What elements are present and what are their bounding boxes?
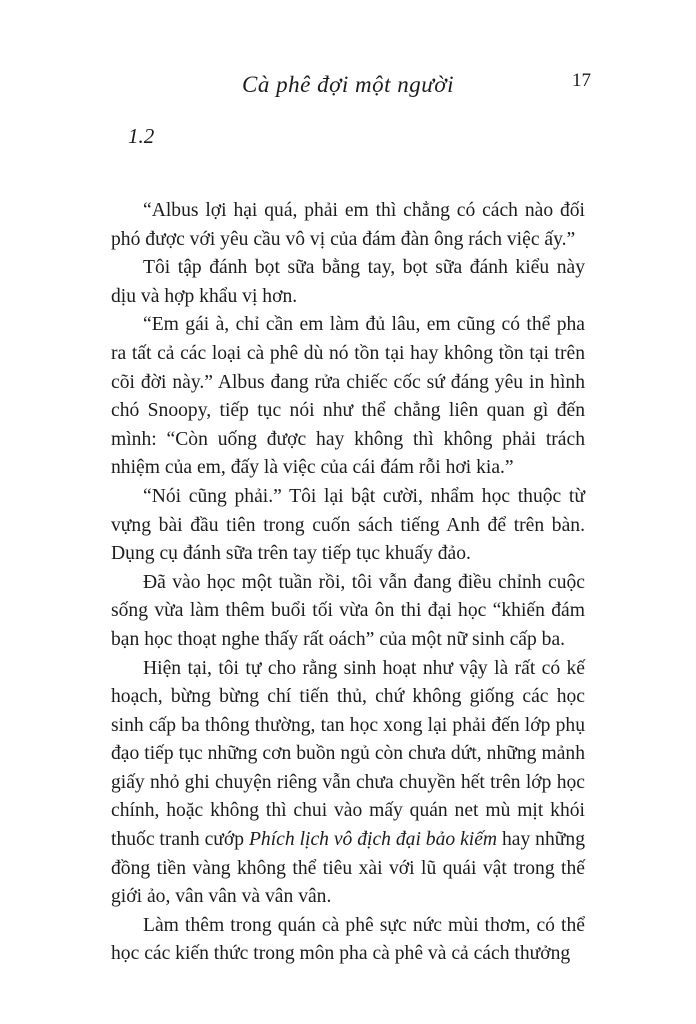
page-number: 17 xyxy=(572,70,591,91)
paragraph: Đã vào học một tuần rồi, tôi vẫn đang điều chỉnh cuộc sống vừa làm thêm buổi tối vừa ôn thi đại học “khiến đám bạn học thoạt nghe thấy rất oách” của một nữ sinh cấp ba. xyxy=(111,571,585,650)
chapter-number: 1.2 xyxy=(128,124,155,148)
paragraph: “Albus lợi hại quá, phải em thì chẳng có cách nào đối phó được với yêu cầu vô vị của đám đàn ông rách việc ấy.” xyxy=(111,200,585,250)
paragraph-text: hay những đồng tiền vàng không thể tiêu xài với lũ quái vật trong thế giới ảo, vân vân và vân vân. xyxy=(111,829,585,908)
paragraph: “Em gái à, chỉ cần em làm đủ lâu, em cũng có thể pha ra tất cả các loại cà phê dù nó tồn tại hay không tồn tại trên cõi đời này.” Albus đang rửa chiếc cốc sứ đáng yêu in hình chó Snoopy, tiếp tục nói như thể chẳng liên quan gì đến mình: “Còn uống được hay không thì không phải trách nhiệm của em, đấy là việc của cái đám rỗi hơi kia.” xyxy=(111,314,585,479)
body-text xyxy=(111,197,585,969)
paragraph xyxy=(111,655,585,912)
running-title: Cà phê đợi một người xyxy=(242,72,454,97)
paragraph: Làm thêm trong quán cà phê sực nức mùi thơm, có thể học các kiến thức trong môn pha cà phê và cả cách thưởng xyxy=(111,914,585,965)
paragraph: Tôi tập đánh bọt sữa bằng tay, bọt sữa đánh kiểu này dịu và hợp khẩu vị hơn. xyxy=(111,257,585,307)
paragraph-text: Hiện tại, tôi tự cho rằng sinh hoạt như vậy là rất có kế hoạch, bừng bừng chí tiến thủ, chứ không giống các học sinh cấp ba thông thường, tan học xong lại phải đến lớp phụ đạo tiếp tục những cơn buồn ngủ còn chưa dứt, những mảnh giấy nhỏ ghi chuyện riêng vẫn chưa chuyền hết trên lớp học chính, hoặc không thì chui vào mấy quán net mù mịt khói thuốc tranh cướp xyxy=(111,657,585,851)
paragraph: “Nói cũng phải.” Tôi lại bật cười, nhẩm học thuộc từ vựng bài đầu tiên trong cuốn sách tiếng Anh để trên bàn. Dụng cụ đánh sữa trên tay tiếp tục khuấy đảo. xyxy=(111,485,585,565)
book-title-italic: Phích lịch vô địch đại bảo kiếm xyxy=(248,829,498,851)
